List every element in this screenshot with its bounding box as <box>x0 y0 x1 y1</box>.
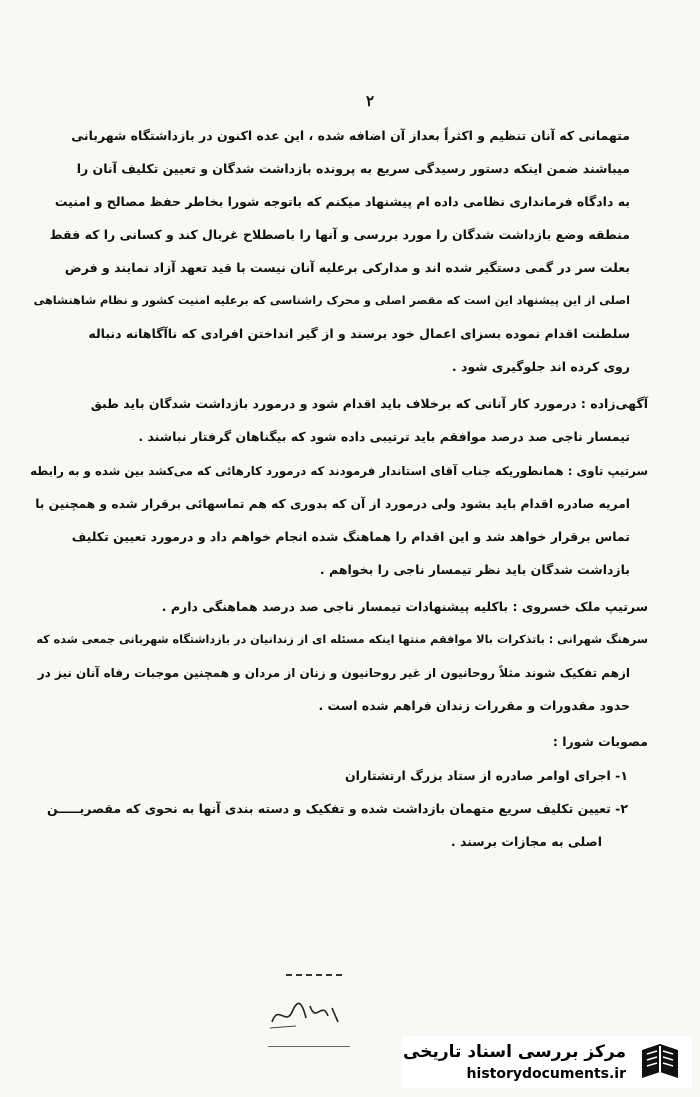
speaker-paragraph-line-8: سرهنگ شهرانی : باتذکرات بالا موافقم منتها اینکه مسئله ای از زندانیان در بازداشتگاه شهربانی جمعی شده که <box>36 633 648 646</box>
resolution-item-1: ۱- اجرای اوامر صادره از ستاد بزرگ ارتشتاران <box>344 768 628 783</box>
page-number <box>300 92 440 110</box>
speaker-paragraph-line-1: آگهی‌زاده : درمورد کار آنانی که برخلاف باید اقدام شود و درمورد بازداشت شدگان باید طبق <box>90 396 648 411</box>
speaker-paragraph-line-6: بازداشت شدگان باید نظر تیمسار ناجی را بخواهم . <box>319 562 630 577</box>
resolutions-heading: مصوبات شورا : <box>552 734 648 749</box>
resolution-item-2: ۲- تعیین تکلیف سریع متهمان بازداشت شده و تفکیک و دسته بندی آنها به نحوی که مقصریـــــن <box>47 801 628 816</box>
book-icon <box>636 1040 684 1084</box>
page-number-text: ۲ <box>365 92 375 110</box>
speaker-paragraph-line-3: سرتیپ تاوی : همانطوریکه جناب آقای استاندار فرمودند که درمورد کارهائی که می‌کشد بین شده و به رابطه <box>30 464 648 478</box>
body-line-5: بعلت سر در گمی دستگیر شده اند و مدارکی برعلیه آنان نیست با قید تعهد آزاد نمایند و فرض <box>64 260 630 275</box>
speaker-paragraph-line-9: ازهم تفکیک شوند مثلاً روحانیون از غیر روحانیون و زنان از مردان و همچنین موجبات رفاه آنان نیز در <box>37 666 630 680</box>
body-line-8: روی کرده اند جلوگیری شود . <box>451 359 630 374</box>
body-line-7: سلطنت اقدام نموده بسزای اعمال خود برسند و از گیر انداختن افرادی که ناآگاهانه دنباله <box>88 326 630 341</box>
watermark-title: مرکز بررسی اسناد تاریخی <box>403 1042 626 1062</box>
speaker-paragraph-line-2: تیمسار ناجی صد درصد موافقم باید ترتیبی داده شود که بیگناهان گرفتار نباشند . <box>138 429 630 444</box>
handwritten-signature-icon <box>266 996 346 1032</box>
body-line-1: متهمانی که آنان تنظیم و اکثراً بعداز آن اضافه شده ، این عده اکنون در بازداشتگاه شهربانی <box>71 128 630 143</box>
speaker-paragraph-line-7: سرتیپ ملک خسروی : باکلیه پیشنهادات تیمسار ناجی صد درصد هماهنگی دارم . <box>161 599 648 614</box>
body-line-3: به دادگاه فرمانداری نظامی داده ام پیشنهاد میکنم که باتوجه شورا بخاطر حفظ مصالح و امنیت <box>54 194 630 209</box>
body-line-6: اصلی از این پیشنهاد این است که مقصر اصلی و محرک راشناسی که برعلیه امنیت کشور و نظام شاهنشاهی <box>33 294 630 307</box>
signature-separator <box>286 974 342 976</box>
speaker-paragraph-line-4: امریه صادره اقدام باید بشود ولی درمورد از آن که بدوری که هم تماسهائی برقرار شده و همچنین با <box>35 497 630 511</box>
archive-watermark <box>402 1036 692 1088</box>
signature-underline <box>268 1046 350 1047</box>
watermark-url: historydocuments.ir <box>466 1066 626 1082</box>
body-line-4: منطقه وضع بازداشت شدگان را مورد بررسی و آنها را باصطلاح غربال کند و کسانی را که فقط <box>49 227 630 242</box>
speaker-paragraph-line-5: تماس برقرار خواهد شد و این اقدام را هماهنگ شده انجام خواهم داد و درمورد تعیین تکلیف <box>71 529 630 544</box>
resolution-item-2-cont: اصلی به مجازات برسند . <box>450 834 602 849</box>
speaker-paragraph-line-10: حدود مقدورات و مقررات زندان فراهم شده است . <box>318 698 630 713</box>
body-line-2: میباشند ضمن اینکه دستور رسیدگی سریع به پرونده بازداشت شدگان و تعیین تکلیف آنان را <box>76 161 630 176</box>
